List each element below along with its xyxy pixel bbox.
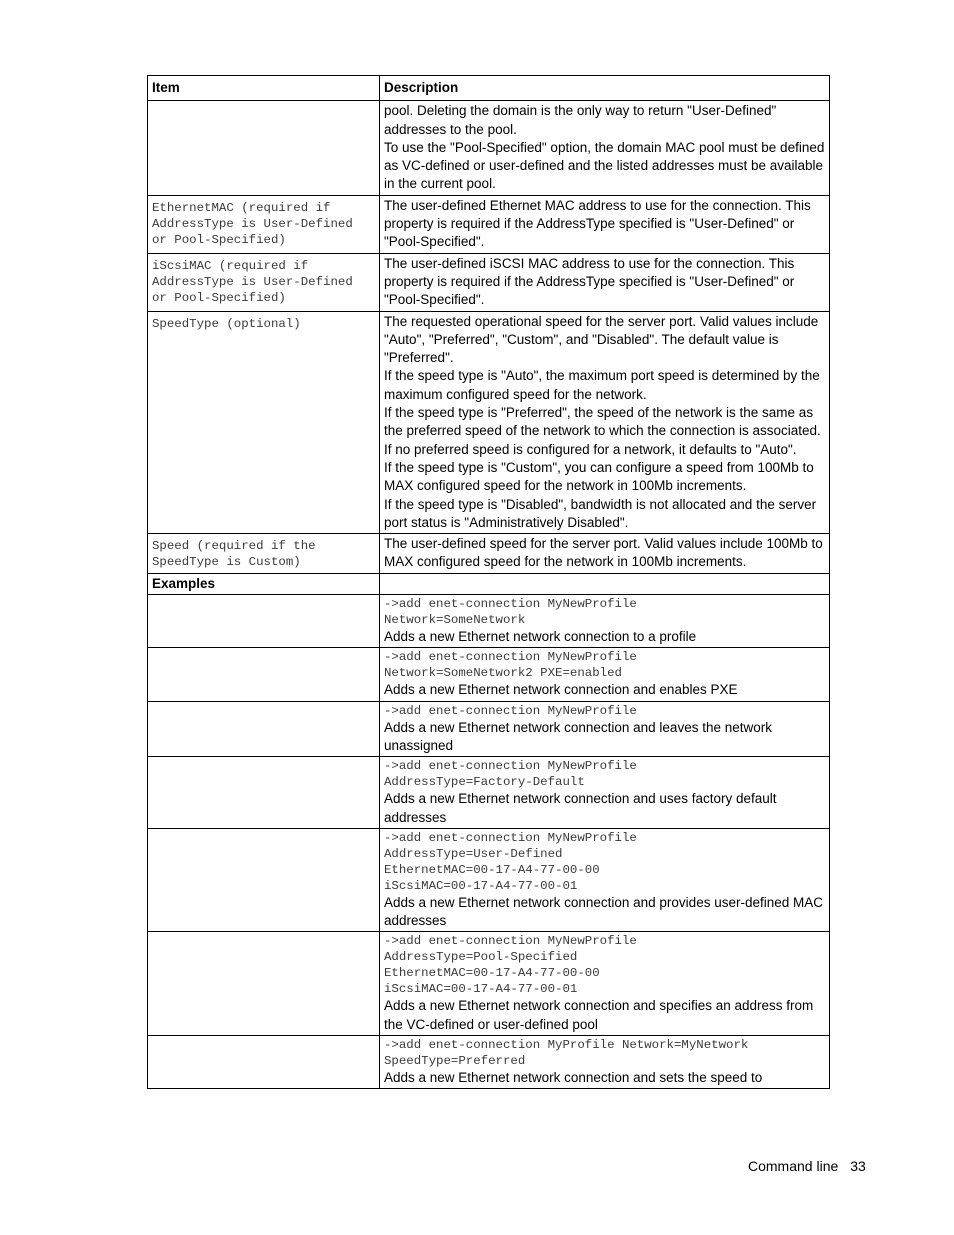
description-paragraph: The requested operational speed for the server port. Valid values include "Auto", "Preferred", "Custom", and "Disabled". The default value is "Preferred". [384, 313, 819, 366]
example-code-line: ->add enet-connection MyNewProfile [384, 830, 637, 845]
example-code-line: AddressType=Pool-Specified [384, 950, 578, 965]
example-cell [380, 757, 830, 829]
example-row [148, 1035, 830, 1088]
example-code-line: ->add enet-connection MyProfile Network=MyNetwork [384, 1037, 749, 1052]
description-cell [380, 311, 830, 534]
example-description: Adds a new Ethernet network connection and sets the speed to [384, 1069, 763, 1085]
description-paragraph: If the speed type is "Preferred", the speed of the network is the same as the preferred speed of the network to which the connection is associated. If no preferred speed is configured for a network, it defaults to "Auto". [384, 405, 821, 457]
description-paragraph: To use the "Pool-Specified" option, the domain MAC pool must be defined as VC-defined or user-defined and the listed addresses must be available in the current pool. [384, 139, 825, 192]
example-code-line: AddressType=Factory-Default [384, 775, 585, 790]
example-row [148, 932, 830, 1036]
table-row [148, 195, 830, 253]
example-item-cell [148, 595, 380, 648]
example-row [148, 757, 830, 829]
example-item-cell [148, 932, 380, 1036]
example-code-line: EthernetMAC=00-17-A4-77-00-00 [384, 966, 600, 981]
example-item-cell [148, 1035, 380, 1088]
example-code-line: SpeedType=Preferred [384, 1053, 526, 1068]
description-paragraph: The user-defined speed for the server port. Valid values include 100Mb to MAX configured speed for the network in 100Mb increments. [384, 536, 823, 570]
description-column-header: Description [380, 76, 830, 101]
description-cell [380, 253, 830, 311]
example-code-line: iScsiMAC=00-17-A4-77-00-01 [384, 982, 578, 997]
example-description: Adds a new Ethernet network connection and leaves the network unassigned [384, 719, 772, 753]
table-header-row [148, 76, 830, 101]
table-row [148, 101, 830, 195]
examples-heading: Examples [148, 573, 380, 594]
description-paragraph: If the speed type is "Custom", you can configure a speed from 100Mb to MAX configured speed for the network in 100Mb increments. [384, 459, 814, 494]
example-description: Adds a new Ethernet network connection to a profile [384, 629, 697, 645]
example-row [148, 595, 830, 648]
example-cell [380, 932, 830, 1036]
example-code-line: ->add enet-connection MyNewProfile [384, 650, 637, 665]
example-code-line: ->add enet-connection MyNewProfile [384, 934, 637, 949]
command-parameters-table [147, 75, 830, 1089]
item-cell [148, 195, 380, 253]
item-cell [148, 101, 380, 195]
example-code-line: ->add enet-connection MyNewProfile [384, 703, 637, 718]
description-paragraph: The user-defined iSCSI MAC address to use for the connection. This property is required if the AddressType specified is "User-Defined" or "Pool-Specified". [384, 255, 795, 308]
description-cell [380, 101, 830, 195]
example-code-line: iScsiMAC=00-17-A4-77-00-01 [384, 878, 578, 893]
table-row [148, 311, 830, 534]
page-footer [748, 1158, 866, 1174]
table-row [148, 253, 830, 311]
table-row [148, 534, 830, 574]
example-description: Adds a new Ethernet network connection and uses factory default addresses [384, 791, 777, 825]
examples-heading-empty-cell [380, 573, 830, 594]
description-paragraph: pool. Deleting the domain is the only way to return "User-Defined" addresses to the pool. [384, 103, 777, 137]
description-cell [380, 195, 830, 253]
example-item-cell [148, 757, 380, 829]
description-cell [380, 534, 830, 574]
example-cell [380, 701, 830, 757]
example-row [148, 828, 830, 932]
item-cell [148, 311, 380, 534]
page-number: 33 [850, 1158, 866, 1174]
item-column-header: Item [148, 76, 380, 101]
example-code-line: ->add enet-connection MyNewProfile [384, 597, 637, 612]
example-description: Adds a new Ethernet network connection and provides user-defined MAC addresses [384, 894, 824, 929]
example-code-line: AddressType=User-Defined [384, 846, 563, 861]
example-code-line: Network=SomeNetwork [384, 613, 526, 628]
example-cell [380, 1035, 830, 1088]
example-cell [380, 648, 830, 701]
example-cell [380, 595, 830, 648]
footer-section-title: Command line [748, 1158, 839, 1174]
example-cell [380, 828, 830, 932]
description-paragraph: The user-defined Ethernet MAC address to use for the connection. This property is required if the AddressType specified is "User-Defined" or "Pool-Specified". [384, 197, 811, 250]
example-code-line: Network=SomeNetwork2 PXE=enabled [384, 666, 622, 681]
examples-section-row [148, 573, 830, 594]
parameter-name: EthernetMAC (required if AddressType is User-Defined or Pool-Specified) [152, 200, 361, 247]
parameter-name: Speed (required if the SpeedType is Custom) [152, 539, 324, 570]
item-cell [148, 253, 380, 311]
description-paragraph: If the speed type is "Disabled", bandwidth is not allocated and the server port status is "Administratively Disabled". [384, 496, 817, 530]
parameter-name: SpeedType (optional) [152, 316, 301, 331]
example-item-cell [148, 648, 380, 701]
example-item-cell [148, 828, 380, 932]
description-paragraph: If the speed type is "Auto", the maximum port speed is determined by the maximum configured speed for the network. [384, 368, 820, 402]
example-code-line: ->add enet-connection MyNewProfile [384, 759, 637, 774]
example-row [148, 648, 830, 701]
example-row [148, 701, 830, 757]
item-cell [148, 534, 380, 574]
parameter-name: iScsiMAC (required if AddressType is User-Defined or Pool-Specified) [152, 258, 361, 305]
example-item-cell [148, 701, 380, 757]
example-description: Adds a new Ethernet network connection and enables PXE [384, 682, 738, 698]
example-code-line: EthernetMAC=00-17-A4-77-00-00 [384, 862, 600, 877]
example-description: Adds a new Ethernet network connection and specifies an address from the VC-defined or user-defined pool [384, 998, 814, 1032]
